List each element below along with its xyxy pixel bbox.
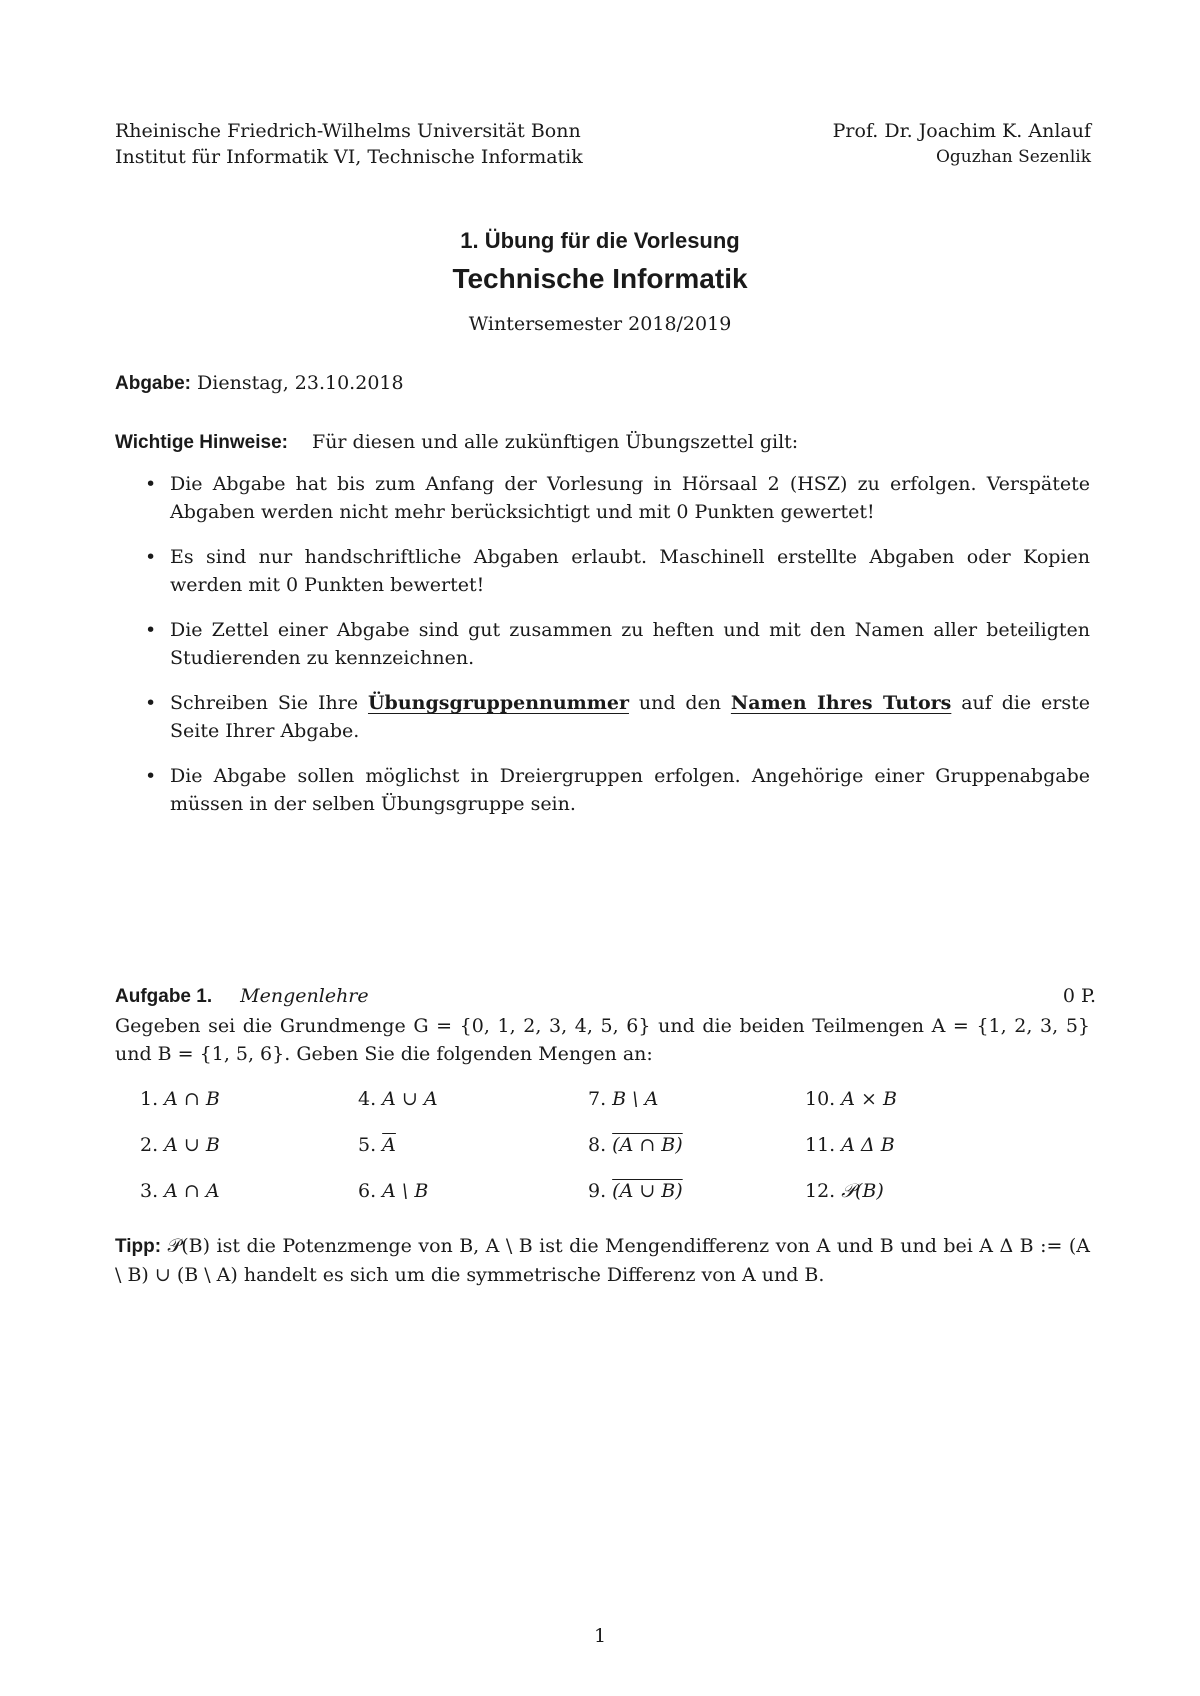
set-item-number: 3. [140,1180,165,1202]
university-name: Rheinische Friedrich-Wilhelms Universität Bonn [115,120,581,142]
set-item [358,1180,428,1202]
due-date-value: Dienstag, 23.10.2018 [197,372,404,394]
exercise-title: 1. Übung für die Vorlesung [460,228,740,253]
set-expression: 𝒫(B) [841,1180,884,1202]
course-title: Technische Informatik [452,263,748,294]
hint-label: Tipp: [115,1236,162,1257]
set-item-number: 12. [805,1180,842,1202]
task-label: Aufgabe 1. [115,986,213,1007]
bullet-icon: • [145,619,157,641]
set-expression: A Δ B [841,1134,895,1156]
set-item [140,1134,220,1156]
set-item [805,1088,897,1110]
set-expression: B \ A [612,1088,659,1110]
task-description: Gegeben sei die Grundmenge G = {0, 1, 2, 3, 4, 5, 6} und die beiden Teilmengen A = {1, 2, 3, 5} und B = {1, 5, 6}. Geben Sie die folgenden Mengen an: [115,1015,1090,1065]
set-item [588,1088,658,1110]
set-item-number: 9. [588,1180,613,1202]
notes-intro: Für diesen und alle zukünftigen Übungszettel gilt: [312,431,799,453]
notes-label: Wichtige Hinweise: [115,432,288,453]
assistant-name: Oguzhan Sezenlik [935,147,1091,167]
set-item [140,1180,220,1202]
set-item-number: 1. [140,1088,165,1110]
set-item [588,1134,683,1156]
set-expression: A ∪ A [382,1088,438,1110]
bullet-icon: • [145,765,157,787]
notes-heading [115,431,798,454]
set-item-number: 5. [358,1134,383,1156]
set-item-number: 11. [805,1134,842,1156]
professor-name: Prof. Dr. Joachim K. Anlauf [832,120,1091,142]
set-expression: (A ∩ B) [612,1134,683,1156]
task-topic: Mengenlehre [240,985,369,1007]
list-item: • Es sind nur handschriftliche Abgaben erlaubt. Maschinell erstellte Abgaben oder Kopien werden mit 0 Punkten bewertet! [145,543,1090,599]
set-item [140,1088,220,1110]
task-heading [115,985,369,1008]
set-item-number: 2. [140,1134,165,1156]
set-expression: $\overline{A}$ [382,1134,396,1156]
set-item [805,1134,895,1156]
set-expression: A × B [841,1088,897,1110]
page-number: 1 [593,1625,607,1647]
list-item: • Schreiben Sie Ihre Übungsgruppennummer und den Namen Ihres Tutors auf die erste Seite Ihrer Abgabe. [145,689,1090,745]
hint-paragraph [115,1232,1090,1289]
set-item-number: 8. [588,1134,613,1156]
set-item-number: 6. [358,1180,383,1202]
bullet-icon: • [145,546,157,568]
set-expression: A ∪ B [164,1134,220,1156]
set-item [805,1180,884,1202]
list-item: • Die Zettel einer Abgabe sind gut zusammen zu heften und mit den Namen aller beteiligten Studierenden zu kennzeichnen. [145,616,1090,672]
set-expression: A ∩ B [164,1088,220,1110]
due-date-line [115,372,404,395]
set-item [588,1180,683,1202]
semester: Wintersemester 2018/2019 [468,313,732,335]
set-expression: (A ∪ B) [612,1180,683,1202]
header-right [833,118,1091,170]
due-date-label: Abgabe: [115,373,191,394]
set-item [358,1088,438,1110]
list-item: • Die Abgabe hat bis zum Anfang der Vorlesung in Hörsaal 2 (HSZ) zu erfolgen. Verspätete Abgaben werden nicht mehr berücksichtigt und mit 0 Punkten gewertet! [145,470,1090,526]
hint-text: 𝒫(B) ist die Potenzmenge von B, A \ B ist die Mengendifferenz von A und B und bei A Δ B := (A \ B) ∪ (B \ A) handelt es sich um die symmetrische Differenz von A und B. [115,1235,1090,1286]
set-expression: A \ B [382,1180,429,1202]
group-number-emphasis: Übungsgruppennummer [367,692,629,714]
bullet-icon: • [145,692,157,714]
set-item-number: 10. [805,1088,842,1110]
set-row [140,1134,1040,1180]
header-left [115,118,583,170]
set-item-number: 7. [588,1088,613,1110]
set-expression: A ∩ A [164,1180,220,1202]
set-item-number: 4. [358,1088,383,1110]
institute-name: Institut für Informatik VI, Technische Informatik [115,146,583,168]
bullet-icon: • [145,473,157,495]
set-row [140,1180,1040,1226]
set-row [140,1088,1040,1134]
set-item [358,1134,396,1156]
tutor-name-emphasis: Namen Ihres Tutors [730,692,952,714]
task-points: 0 P. [1062,985,1096,1007]
list-item: • Die Abgabe sollen möglichst in Dreiergruppen erfolgen. Angehörige einer Gruppenabgabe müssen in der selben Übungsgruppe sein. [145,762,1090,818]
set-exercise-list [140,1088,1040,1226]
notes-list [145,470,1090,835]
